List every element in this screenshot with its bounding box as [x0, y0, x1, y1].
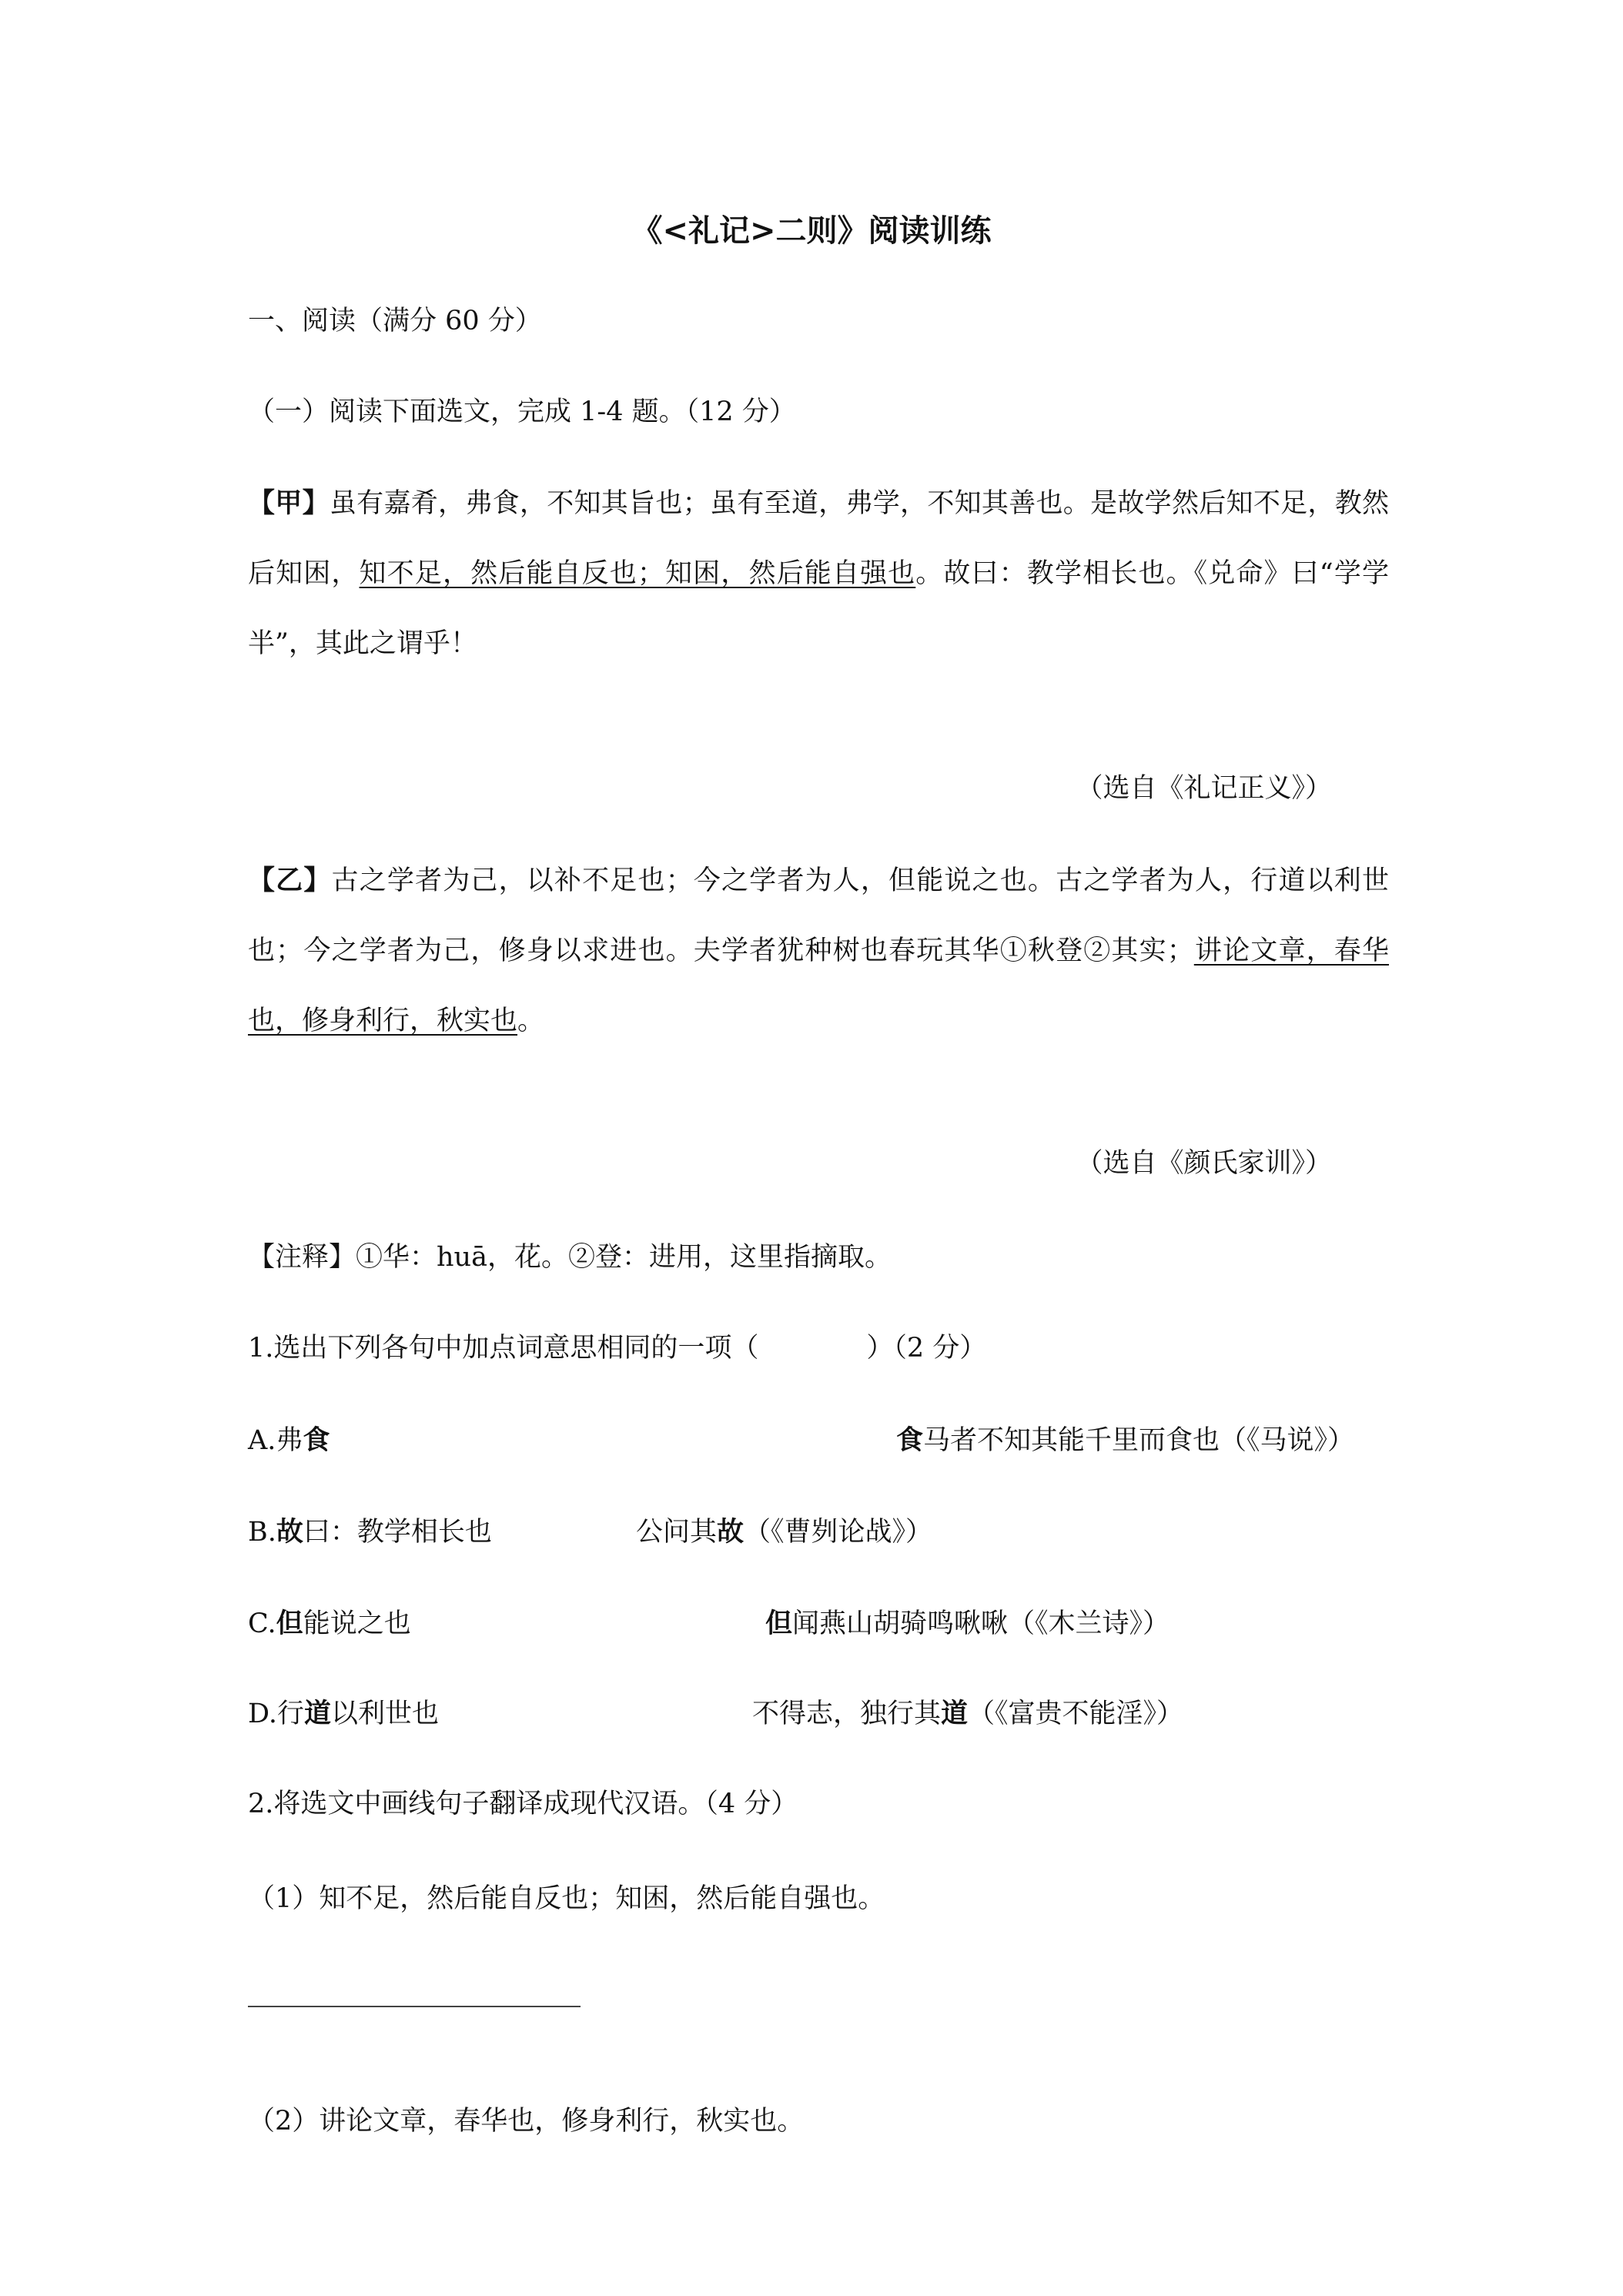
- option-b-right: 公问其故（《曹刿论战》）: [636, 1516, 933, 1548]
- option-d-left: D.行道以利世也: [248, 1698, 439, 1729]
- question-1-stem: 1.选出下列各句中加点词意思相同的一项（ ）（2 分）: [248, 1333, 987, 1364]
- option-d-dotted-word: 道: [303, 1698, 331, 1729]
- page-title: 《<礼记>二则》阅读训练: [631, 213, 992, 249]
- option-b-left: B.故曰：教学相长也: [248, 1516, 492, 1548]
- option-c-right-dotted-word: 但: [765, 1608, 793, 1639]
- passage-b-source: （选自《颜氏家训》）: [1076, 1148, 1332, 1179]
- passage-b-text-2: 。: [517, 1006, 545, 1036]
- passage-b-label: 【乙】: [248, 865, 332, 896]
- option-b-dotted-word: 故: [276, 1516, 303, 1548]
- option-c-left: C.但能说之也: [248, 1608, 411, 1639]
- passage-b: [248, 845, 1389, 1056]
- annotation-note: 【注释】①华：huā，花。②登：进用，这里指摘取。: [248, 1242, 892, 1273]
- question-2-stem: 2.将选文中画线句子翻译成现代汉语。（4 分）: [248, 1789, 798, 1819]
- passage-a: [248, 468, 1389, 679]
- passage-a-source: （选自《礼记正义》）: [1076, 773, 1332, 804]
- option-a-right-dotted-word: 食: [896, 1424, 924, 1456]
- answer-blank-line[interactable]: [248, 2006, 581, 2007]
- passage-a-text-2: 。故曰：教学相长也。《兑命》曰“学学半”，其此之谓乎！: [248, 558, 1389, 659]
- question-2-item-2: （2）讲论文章，春华也，修身利行，秋实也。: [248, 2106, 805, 2137]
- option-d-right: 不得志，独行其道（《富贵不能淫》）: [752, 1698, 1184, 1729]
- passage-a-text-1: 虽有嘉肴，弗食，不知其旨也；虽有至道，弗学，不知其善也。是故学然后知不足，教然后知困，: [248, 488, 1389, 589]
- question-2-item-1: （1）知不足，然后能自反也；知困，然后能自强也。: [248, 1883, 885, 1914]
- passage-b-underlined: 讲论文章，春华也，修身利行，秋实也: [248, 935, 1389, 1036]
- option-c-right: 但闻燕山胡骑鸣啾啾（《木兰诗》）: [765, 1608, 1170, 1639]
- passage-a-label: 【甲】: [248, 487, 330, 519]
- option-d-right-dotted-word: 道: [941, 1698, 969, 1729]
- passage-a-underlined: 知不足，然后能自反也；知困，然后能自强也: [359, 558, 916, 589]
- option-a-right: 食马者不知其能千里而食也（《马说》）: [896, 1424, 1355, 1456]
- option-c-dotted-word: 但: [276, 1608, 303, 1639]
- section-heading: 一、阅读（满分 60 分）: [248, 306, 542, 336]
- option-a-dotted-word: 食: [303, 1424, 330, 1456]
- option-b-right-dotted-word: 故: [717, 1516, 745, 1548]
- passage-b-text-1: 古之学者为己，以补不足也；今之学者为人，但能说之也。古之学者为人，行道以利世也；今之学者为己，修身以求进也。夫学者犹种树也春玩其华①秋登②其实；: [248, 865, 1389, 966]
- option-a-left: A.弗食: [248, 1424, 330, 1456]
- sub-heading: （一）阅读下面选文，完成 1-4 题。（12 分）: [248, 397, 796, 427]
